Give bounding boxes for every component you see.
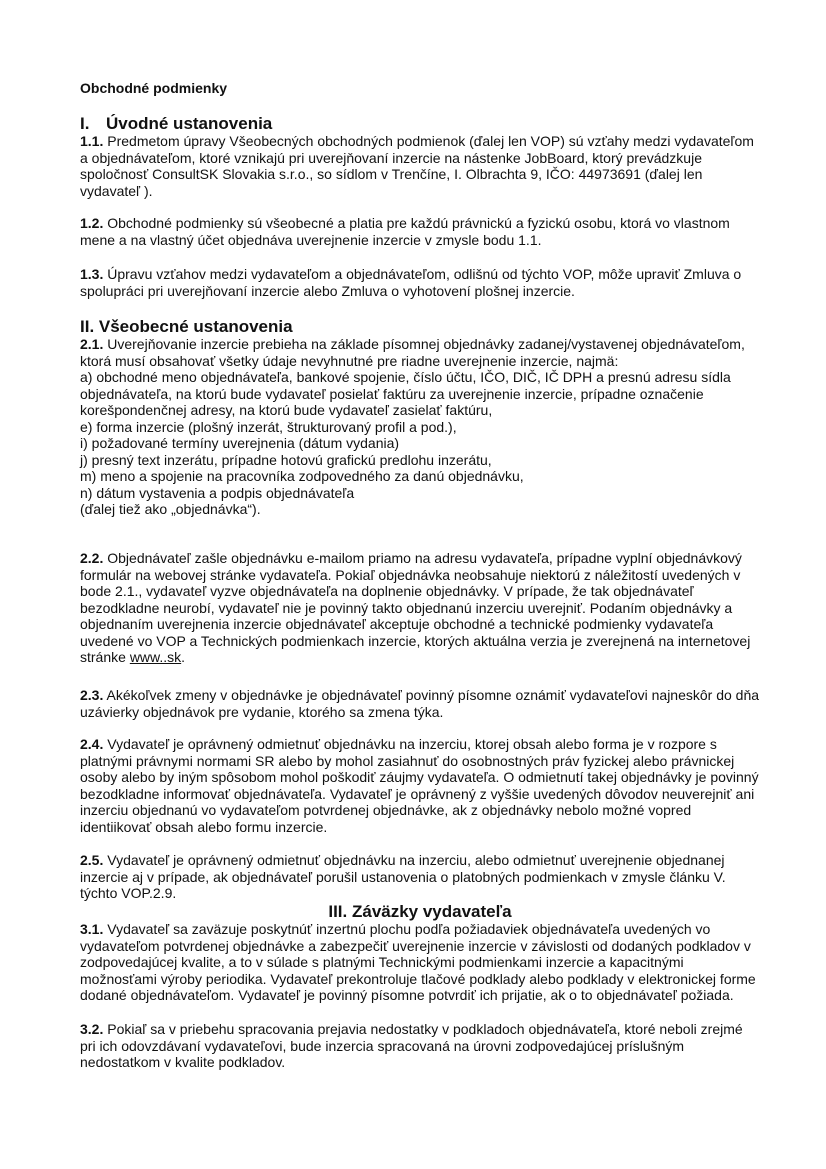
list-item-i: i) požadované termíny uverejnenia (dátum vydania) bbox=[80, 435, 400, 451]
paragraph-number: 2.4. bbox=[80, 736, 104, 752]
section-3-heading: III. Záväzky vydavateľa bbox=[328, 902, 512, 921]
paragraph-number: 3.1. bbox=[80, 921, 104, 937]
paragraph-end: . bbox=[181, 649, 186, 665]
paragraph-2-2 bbox=[80, 550, 760, 666]
list-item-e: e) forma inzercie (plošný inzerát, štrukturovaný profil a pod.), bbox=[80, 418, 457, 435]
paragraph-text: Úpravu vzťahov medzi vydavateľom a objednávateľom, odlišnú od týchto VOP, môže upraviť Zmluva o spolupráci pri uverejňovaní inzercie alebo Zmluva o vyhotovení plošnej inzercie. bbox=[80, 266, 742, 299]
section-1-number: I. bbox=[80, 114, 90, 133]
paragraph-number: 2.3. bbox=[80, 687, 104, 703]
paragraph-3-2 bbox=[80, 1021, 760, 1071]
paragraph-text: Vydavateľ je oprávnený odmietnuť objednávku na inzerciu, ktorej obsah alebo forma je v rozpore s platnými právnymi normami SR alebo by mohol zasiahnuť do osobnostných práv fyzickej alebo právnickej osoby alebo by iným spôsobom mohol poškodiť záujmy vydavateľa. O odmietnutí takej objednávky je povinný bezodkladne informovať objednávateľa. Vydavateľ je oprávnený z vyššie uvedených dôvodov neuverejniť ani inzerciu objednanú vo vydavateľom potvrdenej objednávke, ak z objednávky nebolo možné vopred identiikovať obsah alebo formu inzercie. bbox=[80, 736, 759, 835]
paragraph-number: 1.3. bbox=[80, 266, 104, 282]
paragraph-text: Predmetom úpravy Všeobecných obchodných podmienok (ďalej len VOP) sú vzťahy medzi vydavateľom a objednávateľom, ktoré vznikajú pri uverejňovaní inzercie na nástenke JobBoard, ktorý prevádzkuje spoločnosť ConsultSK Slovakia s.r.o., so sídlom v Trenčíne, I. Olbrachta 9, IČO: 44973691 (ďalej len vydavateľ ). bbox=[80, 133, 754, 199]
paragraph-text: Objednávateľ zašle objednávku e-mailom priamo na adresu vydavateľa, prípadne vyplní objednávkový formulár na webovej stránke vydavateľa. Pokiaľ objednávka neobsahuje niektorú z náležitostí uvedených v bode 2.1., vydavateľ vyzve objednávateľa na doplnenie objednávky. V prípade, že tak objednávateľ bezodkladne neurobí, vydavateľ nie je povinný takto objednanú inzerciu uverejniť. Podaním objednávky a objednaním uverejnenia inzercie objednávateľ akceptuje obchodné a technické podmienky vydavateľa uvedené vo VOP a Technických podmienkach inzercie, ktorých aktuálna verzia je zverejnená na internetovej stránke bbox=[80, 550, 751, 665]
paragraph-1-3 bbox=[80, 266, 760, 299]
paragraph-2-4 bbox=[80, 736, 760, 835]
website-link[interactable]: www..sk bbox=[129, 649, 182, 665]
paragraph-number: 2.2. bbox=[80, 550, 104, 566]
section-1-title: Úvodné ustanovenia bbox=[106, 114, 273, 133]
paragraph-1-1 bbox=[80, 133, 760, 199]
paragraph-text: Vydavateľ je oprávnený odmietnuť objednávku na inzerciu, alebo odmietnuť uverejnenie objednanej inzercie aj v prípade, ak objednávateľ porušil ustanovenia o platobných podmienkach v zmysle článku V. týchto VOP.2.9. bbox=[80, 852, 726, 901]
paragraph-text: Akékoľvek zmeny v objednávke je objednávateľ povinný písomne oznámiť vydavateľovi najneskôr do dňa uzávierky objednávok pre vydanie, ktorého sa zmena týka. bbox=[80, 687, 760, 720]
section-2-heading: II. Všeobecné ustanovenia bbox=[80, 317, 293, 336]
list-item-j: j) presný text inzerátu, prípadne hotovú grafickú predlohu inzerátu, bbox=[80, 451, 492, 468]
section-1-heading bbox=[80, 114, 272, 134]
paragraph-2-5 bbox=[80, 852, 760, 902]
list-item-a: a) obchodné meno objednávateľa, bankové spojenie, číslo účtu, IČO, DIČ, IČ DPH a presnú adresu sídla objednávateľa, na ktorú bude vydavateľ posielať faktúru za uverejnenie inzercie, prípadne označenie korešpondenčnej adresy, na ktorú bude vydavateľ zasielať faktúru, bbox=[80, 369, 731, 418]
list-tail: (ďalej tiež ako „objednávka“). bbox=[80, 501, 261, 517]
paragraph-text: Obchodné podmienky sú všeobecné a platia pre každú právnickú a fyzickú osobu, ktorá vo vlastnom mene a na vlastný účet objednáva uverejnenie inzercie v zmysle bodu 1.1. bbox=[80, 215, 730, 248]
paragraph-number: 2.5. bbox=[80, 852, 104, 868]
document-title: Obchodné podmienky bbox=[80, 80, 228, 96]
list-item-n: n) dátum vystavenia a podpis objednávateľa bbox=[80, 484, 355, 501]
paragraph-1-2 bbox=[80, 215, 760, 248]
paragraph-3-1 bbox=[80, 921, 760, 1004]
paragraph-number: 1.2. bbox=[80, 215, 104, 231]
paragraph-2-3 bbox=[80, 687, 760, 720]
paragraph-text: Uverejňovanie inzercie prebieha na základe písomnej objednávky zadanej/vystavenej objednávateľom, ktorá musí obsahovať všetky údaje nevyhnutné pre riadne uverejnenie inzercie, najmä: bbox=[80, 336, 745, 369]
paragraph-number: 3.2. bbox=[80, 1021, 104, 1037]
paragraph-number: 2.1. bbox=[80, 336, 104, 352]
paragraph-text: Pokiaľ sa v priebehu spracovania prejavia nedostatky v podkladoch objednávateľa, ktoré neboli zrejmé pri ich odovzdávaní vydavateľovi, bude inzercia spracovaná na úrovni zodpovedajúcej príslušným nedostatkom v kvalite podkladov. bbox=[80, 1021, 743, 1070]
paragraph-text: Vydavateľ sa zaväzuje poskytnúť inzertnú plochu podľa požiadaviek objednávateľa uvedených vo vydavateľom potvrdenej objednávke a zabezpečiť uverejnenie inzercie v závislosti od dodaných podkladov v zodpovedajúcej kvalite, a to v súlade s platnými Technickými podmienkami inzercie a kapacitnými možnosťami výroby periodika. Vydavateľ prekontroluje tlačové podklady alebo podklady v elektronickej forme dodané objednávateľom. Vydavateľ je povinný písomne potvrdiť ich prijatie, ak o to objednávateľ požiada. bbox=[80, 921, 756, 1003]
paragraph-number: 1.1. bbox=[80, 133, 104, 149]
paragraph-2-1 bbox=[80, 336, 760, 518]
list-item-m: m) meno a spojenie na pracovníka zodpovedného za danú objednávku, bbox=[80, 468, 524, 484]
